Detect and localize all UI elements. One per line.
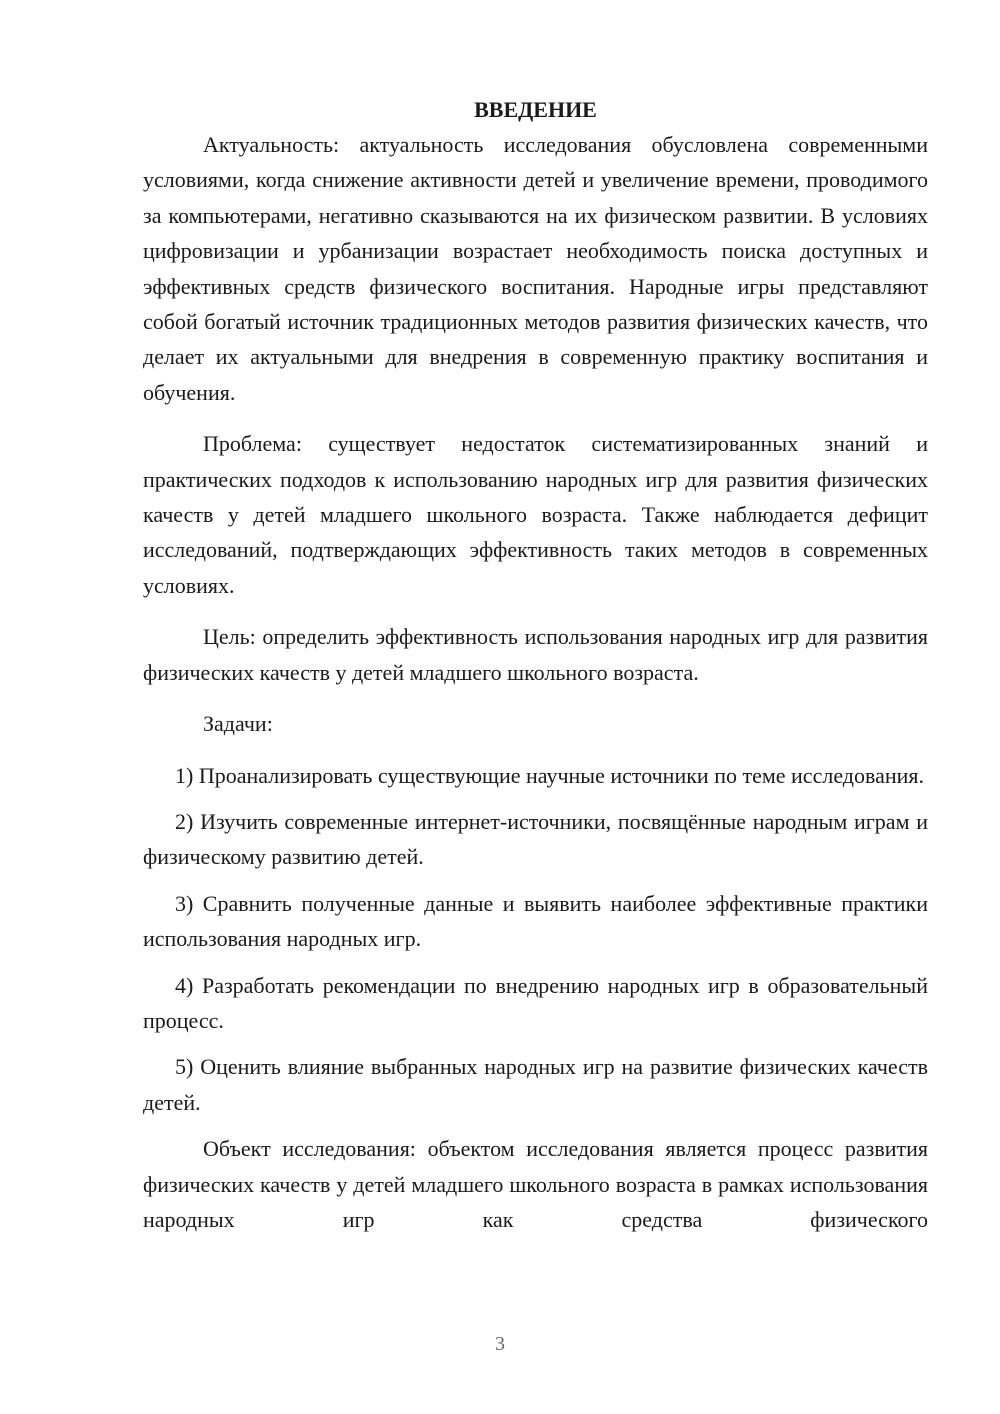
paragraph-goal: Цель: определить эффективность использования народных игр для развития физических качеств у детей младшего школьного возраста. xyxy=(143,624,928,685)
paragraph-object: Объект исследования: объектом исследования является процесс развития физических качеств у детей младшего школьного возраста в рамках использования народных игр как средства физического xyxy=(143,1136,928,1232)
task-item-5: 5) Оценить влияние выбранных народных игр на развитие физических качеств детей. xyxy=(143,1054,928,1115)
paragraph-problem: Проблема: существует недостаток систематизированных знаний и практических подходов к использованию народных игр для развития физических качеств у детей младшего школьного возраста. Также наблюдается дефицит исследований, подтверждающих эффективность таких методов в современных условиях. xyxy=(143,431,928,598)
task-item-4: 4) Разработать рекомендации по внедрению народных игр в образовательный процесс. xyxy=(143,972,928,1033)
page-title: ВВЕДЕНИЕ xyxy=(474,97,597,122)
task-item-3: 3) Сравнить полученные данные и выявить наиболее эффективные практики использования народных игр. xyxy=(143,890,928,952)
tasks-heading: Задачи: xyxy=(203,711,273,737)
task-item-1: 1) Проанализировать существующие научные источники по теме исследования. xyxy=(175,762,925,788)
page-content xyxy=(143,92,928,1237)
paragraph-relevance: Актуальность: актуальность исследования обусловлена современными условиями, когда снижение активности детей и увеличение времени, проводимого за компьютерами, негативно сказываются на их физическом развитии. В условиях цифровизации и урбанизации возрастает необходимость поиска доступных и эффективных средств физического воспитания. Народные игры представляют собой богатый источник традиционных методов развития физических качеств, что делает их актуальными для внедрения в современную практику воспитания и обучения. xyxy=(143,132,928,405)
task-item-2: 2) Изучить современные интернет-источники, посвящённые народным играм и физическому развитию детей. xyxy=(143,808,928,870)
page-number: 3 xyxy=(495,1333,505,1355)
